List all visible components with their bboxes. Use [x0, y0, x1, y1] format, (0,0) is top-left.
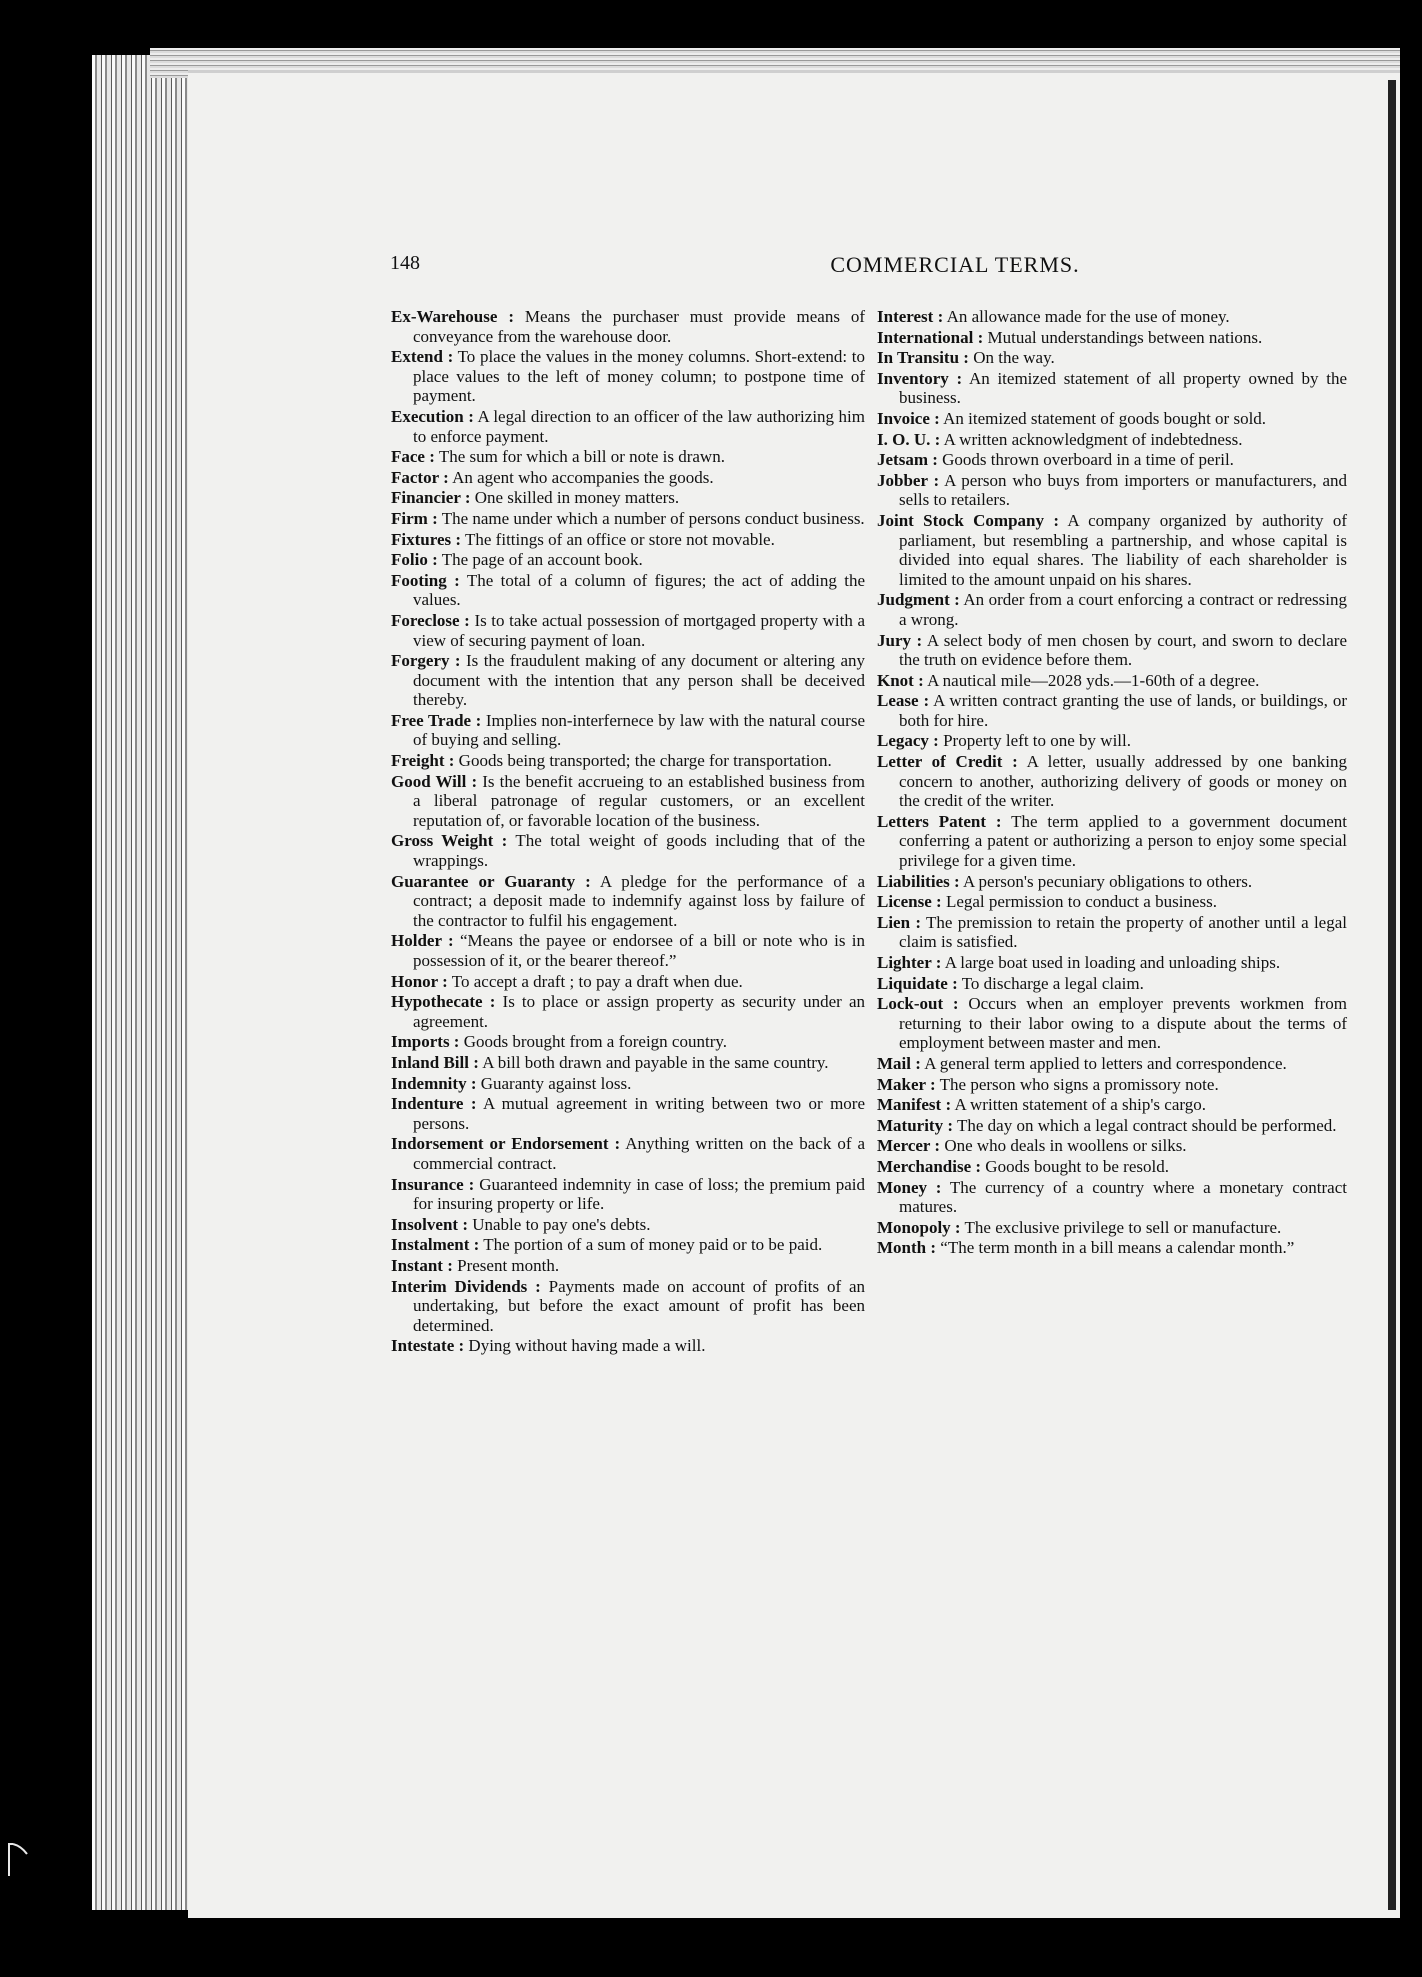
glossary-entry — [877, 1075, 1347, 1095]
page-number: 148 — [390, 252, 420, 274]
entry-term: Honor : — [391, 971, 448, 991]
entry-definition: A company organized by authority of parliament, but resembling a partnership, and whose capital is divided into equal shares. The liability of each shareholder is limited to the amount unpaid on his shares. — [899, 510, 1347, 589]
glossary-entry — [877, 348, 1347, 368]
entry-definition: Is to take actual possession of mortgaged property with a view of securing payment of loan. — [413, 610, 866, 650]
entry-term: Joint Stock Company : — [877, 510, 1059, 530]
glossary-entry — [391, 1336, 865, 1356]
entry-definition: Property left to one by will. — [943, 731, 1132, 751]
entry-definition: A written contract granting the use of lands, or buildings, or both for hire. — [899, 691, 1347, 730]
glossary-entry — [391, 1215, 865, 1235]
entry-definition: Payments made on account of profits of an undertaking, but before the exact amount of profit has been determined. — [413, 1276, 866, 1335]
entry-definition: One skilled in money matters. — [474, 488, 680, 508]
entry-term: Mail : — [877, 1053, 921, 1073]
entry-term: Judgment : — [877, 590, 960, 610]
glossary-entry — [877, 631, 1347, 670]
glossary-entry — [391, 571, 865, 610]
glossary-entry — [391, 509, 865, 529]
entry-definition: One who deals in woollens or silks. — [944, 1136, 1187, 1156]
glossary-entry — [391, 447, 865, 467]
glossary-entry — [391, 872, 865, 931]
glossary-entry — [877, 752, 1347, 811]
entry-definition: The name under which a number of persons conduct business. — [441, 508, 865, 528]
glossary-entry — [391, 407, 865, 446]
glossary-entry — [877, 1116, 1347, 1136]
entry-definition: An itemized statement of goods bought or sold. — [943, 408, 1267, 428]
entry-definition: A nautical mile—2028 yds.—1-60th of a degree. — [927, 670, 1260, 690]
glossary-entry — [877, 1136, 1347, 1156]
glossary-entry — [391, 711, 865, 750]
glossary-entry — [391, 992, 865, 1031]
entry-definition: On the way. — [973, 348, 1055, 368]
entry-definition: The total of a column of figures; the act of adding the values. — [413, 570, 865, 610]
glossary-entry — [391, 751, 865, 771]
entry-term: Manifest : — [877, 1095, 952, 1115]
entry-term: Ex-Warehouse : — [391, 307, 514, 326]
entry-term: Gross Weight : — [391, 831, 508, 851]
glossary-entry — [877, 1238, 1347, 1258]
entry-term: Indorsement or Endorsement : — [391, 1134, 621, 1154]
glossary-entry — [391, 1074, 865, 1094]
entry-definition: An order from a court enforcing a contract or redressing a wrong. — [899, 590, 1347, 629]
entry-definition: Dying without having made a will. — [468, 1336, 706, 1356]
entry-definition: Implies non-interfernece by law with the natural course of buying and selling. — [413, 710, 865, 750]
glossary-entry — [391, 347, 865, 406]
entry-definition: A letter, usually addressed by one banking concern to another, authorizing delivery of goods or money on the credit of the writer. — [899, 752, 1348, 811]
entry-definition: The currency of a country where a monetary contract matures. — [899, 1177, 1347, 1217]
entry-definition: Is the fraudulent making of any document or altering any document with the intention that any person shall be deceived thereby. — [413, 651, 865, 710]
entry-term: Instalment : — [391, 1235, 480, 1255]
glossary-entry — [877, 1178, 1347, 1217]
entry-term: Foreclose : — [391, 610, 470, 630]
glossary-entry — [391, 1032, 865, 1052]
glossary-entry — [391, 307, 865, 346]
entry-definition: The term applied to a government document conferring a patent or authorizing a person to enjoy some special privilege for a given time. — [899, 811, 1348, 871]
glossary-entry — [877, 328, 1347, 348]
entry-definition: A written statement of a ship's cargo. — [954, 1095, 1206, 1115]
entry-term: Firm : — [391, 508, 438, 528]
entry-term: Monopoly : — [877, 1217, 961, 1237]
entry-term: Folio : — [391, 550, 438, 570]
entry-definition: To place the values in the money columns. Short-extend: to place values to the left of money column; to postpone time of payment. — [413, 347, 865, 406]
glossary-entry — [877, 1095, 1347, 1115]
entry-definition: The fittings of an office or store not movable. — [465, 529, 775, 549]
entry-term: Instant : — [391, 1255, 453, 1275]
entry-definition: A general term applied to letters and correspondence. — [924, 1053, 1287, 1073]
entry-term: International : — [877, 327, 984, 347]
glossary-entry — [391, 651, 865, 710]
glossary-entry — [877, 1054, 1347, 1074]
entry-definition: A legal direction to an officer of the law authorizing him to enforce payment. — [413, 406, 866, 446]
entry-term: Inland Bill : — [391, 1052, 479, 1072]
glossary-entry — [391, 550, 865, 570]
entry-definition: The sum for which a bill or note is drawn. — [438, 447, 725, 467]
entry-definition: Goods brought from a foreign country. — [463, 1032, 728, 1052]
entry-term: Letters Patent : — [877, 811, 1002, 831]
entry-definition: A large boat used in loading and unloading ships. — [944, 953, 1281, 972]
entry-definition: An itemized statement of all property owned by the business. — [899, 368, 1347, 408]
glossary-entry — [877, 892, 1347, 912]
entry-term: Fixtures : — [391, 529, 462, 549]
glossary-entry — [877, 913, 1347, 952]
glossary-entry — [391, 1094, 865, 1133]
right-column — [877, 307, 1347, 1259]
entry-definition: An agent who accompanies the goods. — [452, 467, 714, 487]
entry-term: Insurance : — [391, 1174, 475, 1194]
glossary-entry — [877, 430, 1347, 450]
glossary-entry — [391, 530, 865, 550]
entry-definition: Unable to pay one's debts. — [472, 1214, 651, 1234]
glossary-entry — [391, 772, 865, 831]
glossary-entry — [877, 471, 1347, 510]
entry-term: Jury : — [877, 630, 923, 650]
running-head: COMMERCIAL TERMS. — [830, 252, 1080, 277]
entry-term: License : — [877, 892, 942, 912]
glossary-entry — [877, 812, 1347, 871]
entry-definition: “The term month in a bill means a calendar month.” — [940, 1238, 1295, 1258]
entry-term: Imports : — [391, 1032, 460, 1052]
entry-term: Liabilities : — [877, 871, 960, 891]
entry-term: Letter of Credit : — [877, 752, 1018, 772]
entry-definition: The premission to retain the property of another until a legal claim is satisfied. — [899, 912, 1347, 952]
entry-term: Mercer : — [877, 1136, 941, 1156]
entry-definition: A person's pecuniary obligations to others. — [962, 871, 1253, 891]
entry-term: Merchandise : — [877, 1156, 982, 1176]
entry-term: Invoice : — [877, 408, 940, 428]
entry-definition: Guaranteed indemnity in case of loss; the premium paid for insuring property or life. — [413, 1174, 866, 1214]
entry-term: Jobber : — [877, 470, 940, 490]
entry-definition: Goods bought to be resold. — [985, 1156, 1169, 1176]
entry-definition: To accept a draft ; to pay a draft when due. — [451, 971, 743, 991]
entry-definition: Legal permission to conduct a business. — [945, 892, 1217, 912]
glossary-entry — [877, 872, 1347, 892]
entry-term: Financier : — [391, 488, 471, 508]
entry-definition: Is the benefit accrueing to an established business from a liberal patronage of regular customers, or an excellent reputation of, or favorable location of the business. — [413, 771, 865, 830]
glossary-entry — [391, 488, 865, 508]
entry-term: Indenture : — [391, 1094, 477, 1114]
entry-term: Extend : — [391, 347, 454, 367]
entry-definition: A person who buys from importers or manufacturers, and sells to retailers. — [899, 470, 1348, 510]
glossary-entry — [877, 409, 1347, 429]
glossary-entry — [877, 731, 1347, 751]
entry-definition: The exclusive privilege to sell or manufacture. — [964, 1217, 1282, 1237]
entry-term: Face : — [391, 447, 435, 467]
entry-term: Legacy : — [877, 731, 939, 751]
glossary-entry — [877, 450, 1347, 470]
entry-term: Execution : — [391, 406, 474, 426]
glossary-entry — [877, 307, 1347, 327]
entry-definition: Present month. — [457, 1255, 560, 1275]
entry-definition: Means the purchaser must provide means of conveyance from the warehouse door. — [413, 307, 866, 346]
entry-term: Forgery : — [391, 651, 461, 671]
glossary-entry — [391, 831, 865, 870]
glossary-entry — [391, 1235, 865, 1255]
entry-term: Free Trade : — [391, 710, 482, 730]
glossary-entry — [391, 931, 865, 970]
entry-term: Freight : — [391, 751, 455, 771]
glossary-entry — [877, 691, 1347, 730]
left-column — [391, 307, 865, 1357]
glossary-entry — [391, 972, 865, 992]
entry-term: Lease : — [877, 691, 930, 711]
glossary-entry — [391, 1256, 865, 1276]
entry-definition: “Means the payee or endorsee of a bill or note who is in possession of it, or the bearer thereof.” — [413, 931, 865, 970]
entry-definition: The total weight of goods including that of the wrappings. — [413, 831, 865, 871]
glossary-entry — [391, 1277, 865, 1336]
entry-definition: A bill both drawn and payable in the same country. — [482, 1052, 829, 1072]
corner-mark-icon — [5, 1838, 31, 1878]
glossary-entry — [391, 1053, 865, 1073]
entry-definition: The person who signs a promissory note. — [939, 1074, 1219, 1094]
entry-term: Indemnity : — [391, 1073, 477, 1093]
page-right-shadow — [1388, 80, 1396, 1910]
glossary-entry — [391, 1175, 865, 1214]
glossary-entry — [877, 1218, 1347, 1238]
entry-definition: To discharge a legal claim. — [961, 973, 1144, 993]
entry-definition: A pledge for the performance of a contract; a deposit made to indemnify against loss by failure of the contractor to fulfil his engagement. — [413, 871, 865, 930]
book-spine-edge — [92, 55, 202, 1910]
page-header — [200, 252, 1390, 282]
glossary-entry — [877, 590, 1347, 629]
entry-term: Inventory : — [877, 368, 963, 388]
entry-term: Jetsam : — [877, 450, 938, 470]
glossary-entry — [391, 468, 865, 488]
entry-term: Liquidate : — [877, 973, 958, 993]
entry-term: Money : — [877, 1177, 942, 1197]
entry-term: Factor : — [391, 467, 449, 487]
entry-definition: Goods thrown overboard in a time of peril. — [942, 450, 1234, 470]
entry-term: Interim Dividends : — [391, 1276, 541, 1296]
glossary-entry — [877, 369, 1347, 408]
entry-term: Footing : — [391, 570, 460, 590]
entry-term: Maturity : — [877, 1115, 954, 1135]
glossary-entry — [877, 994, 1347, 1053]
glossary-entry — [877, 953, 1347, 973]
entry-term: Insolvent : — [391, 1214, 468, 1234]
entry-term: Holder : — [391, 931, 454, 951]
glossary-entry — [877, 1157, 1347, 1177]
entry-term: Lighter : — [877, 953, 942, 972]
entry-term: Knot : — [877, 670, 924, 690]
entry-term: Interest : — [877, 307, 944, 326]
entry-definition: Mutual understandings between nations. — [987, 327, 1263, 347]
entry-term: Month : — [877, 1238, 937, 1258]
entry-definition: Occurs when an employer prevents workmen from returning to their labor owing to a dispute about the terms of employment between master and men. — [899, 994, 1347, 1053]
entry-definition: A select body of men chosen by court, and sworn to declare the truth on evidence before them. — [899, 630, 1347, 670]
entry-definition: A written acknowledgment of indebtedness. — [943, 429, 1243, 449]
entry-definition: The portion of a sum of money paid or to be paid. — [483, 1235, 823, 1255]
entry-term: Good Will : — [391, 771, 478, 791]
entry-term: Lien : — [877, 912, 922, 932]
glossary-entry — [877, 974, 1347, 994]
entry-term: Lock-out : — [877, 994, 959, 1014]
entry-term: Hypothecate : — [391, 992, 496, 1012]
entry-definition: Is to place or assign property as security under an agreement. — [413, 992, 866, 1031]
entry-term: Guarantee or Guaranty : — [391, 871, 591, 891]
entry-definition: Goods being transported; the charge for transportation. — [458, 751, 832, 771]
entry-term: I. O. U. : — [877, 429, 941, 449]
glossary-entry — [877, 511, 1347, 589]
entry-definition: An allowance made for the use of money. — [946, 307, 1230, 326]
glossary-entry — [877, 671, 1347, 691]
entry-definition: Guaranty against loss. — [480, 1073, 632, 1093]
entry-term: Maker : — [877, 1074, 936, 1094]
entry-definition: The day on which a legal contract should be performed. — [956, 1115, 1337, 1135]
glossary-entry — [391, 1134, 865, 1173]
entry-term: In Transitu : — [877, 348, 969, 368]
entry-definition: Anything written on the back of a commercial contract. — [413, 1134, 865, 1173]
entry-definition: A mutual agreement in writing between two or more persons. — [413, 1094, 866, 1133]
glossary-entry — [391, 611, 865, 650]
entry-definition: The page of an account book. — [441, 550, 643, 570]
entry-term: Intestate : — [391, 1336, 465, 1356]
